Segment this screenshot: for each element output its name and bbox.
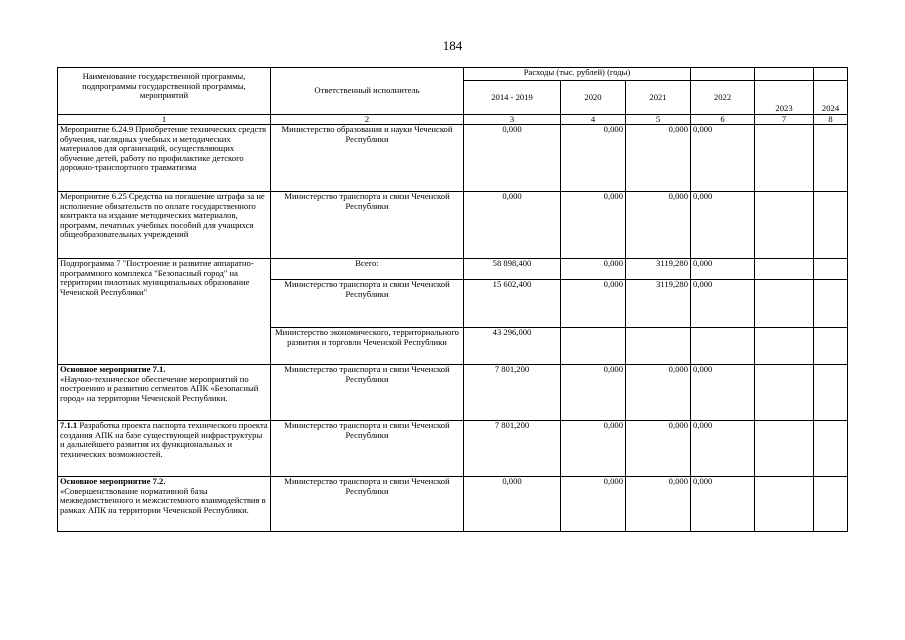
header-executor: Ответственный исполнитель — [271, 68, 464, 115]
header-name: Наименование государственной программы, подпрограммы государственной программы, мероприятий — [58, 68, 271, 115]
value-2020: 0,000 — [561, 259, 626, 280]
table-row — [58, 365, 848, 421]
value-2023 — [755, 259, 814, 280]
value-2024 — [814, 280, 848, 328]
row-executor: Министерство транспорта и связи Чеченской Республики — [271, 477, 464, 532]
page-number: 184 — [442, 38, 463, 53]
value-2020: 0,000 — [561, 477, 626, 532]
value-2022: 0,000 — [691, 192, 755, 259]
value-2023 — [755, 192, 814, 259]
value-2020: 0,000 — [561, 280, 626, 328]
value-2022: 0,000 — [691, 365, 755, 421]
col-number: 8 — [814, 115, 848, 125]
col-number: 6 — [691, 115, 755, 125]
table-row — [58, 259, 848, 280]
expenses-table — [57, 67, 848, 532]
row-name: Мероприятие 6.24.9 Приобретение технических средств обучения, наглядных учебных и методических материалов для организаций, осуществляющих обучение детей, работу по профилактике детского дорожно-транспортного травматизма — [58, 125, 271, 192]
value-2023 — [755, 477, 814, 532]
value-2022: 0,000 — [691, 421, 755, 477]
value-2021: 0,000 — [626, 477, 691, 532]
value-2021: 0,000 — [626, 421, 691, 477]
value-2020: 0,000 — [561, 192, 626, 259]
value-2024 — [814, 125, 848, 192]
row-name-bold: Основное мероприятие 7.1. — [60, 364, 166, 374]
value-2020: 0,000 — [561, 125, 626, 192]
row-executor: Министерство транспорта и связи Чеченской Республики — [271, 192, 464, 259]
value-2014-2019: 0,000 — [464, 192, 561, 259]
value-2024 — [814, 421, 848, 477]
value-2022: 0,000 — [691, 280, 755, 328]
value-2014-2019: 15 602,400 — [464, 280, 561, 328]
value-2021: 0,000 — [626, 125, 691, 192]
value-2023 — [755, 328, 814, 365]
year-2022: 2022 — [691, 81, 755, 115]
value-2014-2019: 0,000 — [464, 125, 561, 192]
value-2024 — [814, 365, 848, 421]
value-2021: 0,000 — [626, 192, 691, 259]
row-executor: Министерство транспорта и связи Чеченской Республики — [271, 280, 464, 328]
value-2024 — [814, 328, 848, 365]
table-row — [58, 125, 848, 192]
row-name-bold: 7.1.1 — [60, 420, 78, 430]
col-number: 3 — [464, 115, 561, 125]
row-name-bold: Основное мероприятие 7.2. — [60, 476, 166, 486]
value-2022: 0,000 — [691, 477, 755, 532]
row-name-text: «Совершенствование нормативной базы межведомственного и межсистемного взаимодействия в рамках АПК на территории Чеченской Республики. — [60, 485, 266, 515]
row-executor: Всего: — [271, 259, 464, 280]
row-name — [58, 365, 271, 421]
col-number: 4 — [561, 115, 626, 125]
row-executor: Министерство экономического, территориального развития и торговли Чеченской Республики — [271, 328, 464, 365]
col-number: 2 — [271, 115, 464, 125]
value-2022 — [691, 328, 755, 365]
value-2014-2019: 0,000 — [464, 477, 561, 532]
value-2020: 0,000 — [561, 365, 626, 421]
row-name — [58, 477, 271, 532]
value-2024 — [814, 259, 848, 280]
col-number: 5 — [626, 115, 691, 125]
value-2020 — [561, 328, 626, 365]
row-name — [58, 421, 271, 477]
value-2023 — [755, 125, 814, 192]
value-2022: 0,000 — [691, 125, 755, 192]
year-2020: 2020 — [561, 81, 626, 115]
value-2021: 3119,280 — [626, 259, 691, 280]
row-name: Мероприятие 6.25 Средства на погашение штрафа за не исполнение обязательств по оплате государственного контракта на издание методических материалов, программ, печатных учебных пособий для учащихся общеобразовательных учреждений — [58, 192, 271, 259]
header-blank-2023 — [755, 68, 814, 81]
value-2022: 0,000 — [691, 259, 755, 280]
value-2014-2019: 43 296,000 — [464, 328, 561, 365]
header-blank-2024 — [814, 68, 848, 81]
col-number: 1 — [58, 115, 271, 125]
table-row — [58, 192, 848, 259]
value-2021: 3119,280 — [626, 280, 691, 328]
year-2024: 2024 — [814, 81, 848, 115]
col-number: 7 — [755, 115, 814, 125]
header-expenses: Расходы (тыс. рублей) (годы) — [464, 68, 691, 81]
year-2014-2019: 2014 - 2019 — [464, 81, 561, 115]
value-2020: 0,000 — [561, 421, 626, 477]
value-2014-2019: 58 898,400 — [464, 259, 561, 280]
year-2023: 2023 — [755, 81, 814, 115]
value-2023 — [755, 280, 814, 328]
row-name: Подпрограмма 7 "Построение и развитие аппаратно-программного комплекса "Безопасный город" на территории пилотных муниципальных образование Чеченской Республики" — [58, 259, 271, 365]
value-2014-2019: 7 801,200 — [464, 421, 561, 477]
value-2023 — [755, 365, 814, 421]
row-executor: Министерство образования и науки Чеченской Республики — [271, 125, 464, 192]
row-executor: Министерство транспорта и связи Чеченской Республики — [271, 365, 464, 421]
table-row — [58, 421, 848, 477]
row-executor: Министерство транспорта и связи Чеченской Республики — [271, 421, 464, 477]
value-2023 — [755, 421, 814, 477]
value-2014-2019: 7 801,200 — [464, 365, 561, 421]
value-2024 — [814, 477, 848, 532]
value-2024 — [814, 192, 848, 259]
value-2021: 0,000 — [626, 365, 691, 421]
year-2021: 2021 — [626, 81, 691, 115]
header-blank-2022 — [691, 68, 755, 81]
row-name-text: «Научно-техническое обеспечение мероприятий по построению и развитию сегментов АПК «Безопасный город» на территории Чеченской Республики. — [60, 373, 259, 403]
value-2021 — [626, 328, 691, 365]
row-name-text: Разработка проекта паспорта технического проекта создания АПК на базе существующей инфраструктуры и дальнейшего развития их функциональных и технических возможностей. — [60, 420, 268, 459]
table-row — [58, 477, 848, 532]
